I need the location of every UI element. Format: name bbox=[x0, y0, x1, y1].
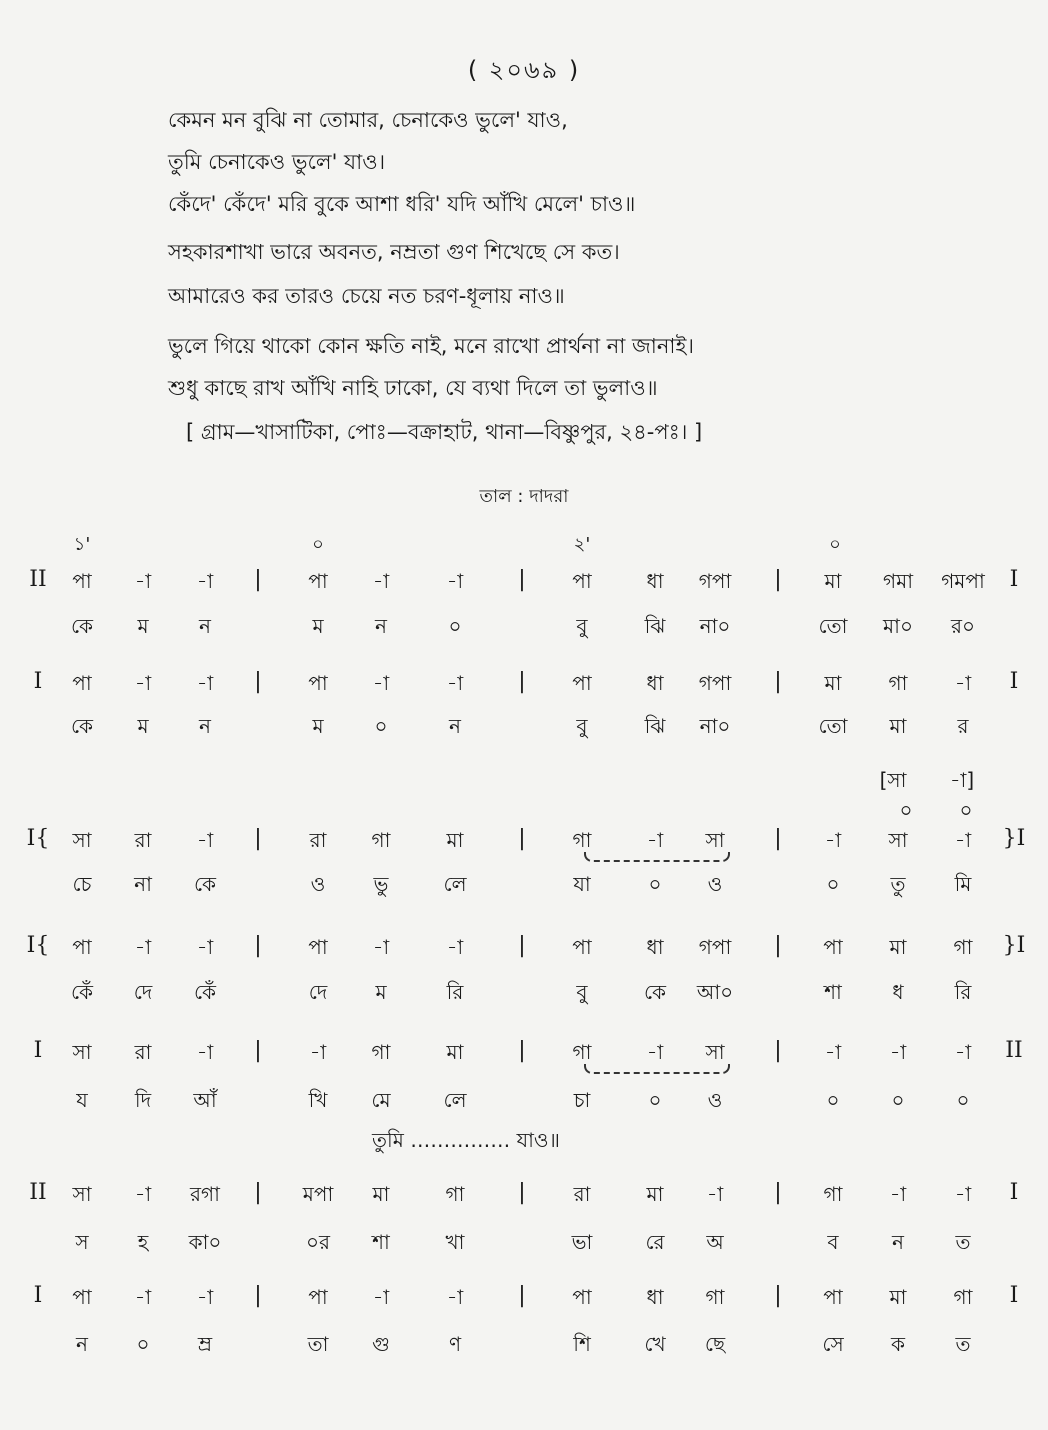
row-3-note-1: সা bbox=[72, 828, 92, 852]
row-6-end-bar: I bbox=[1009, 1180, 1019, 1205]
row-2-note-10: মা bbox=[824, 671, 842, 695]
row-6-note-9: -া bbox=[706, 1182, 724, 1206]
row-2-syllable-3: ন bbox=[199, 714, 211, 738]
row-4-note-1: পা bbox=[72, 935, 92, 959]
row-5-note-11: -া bbox=[889, 1040, 907, 1064]
row-7-note-8: ধা bbox=[646, 1285, 664, 1309]
row-2-divider-1: | bbox=[254, 669, 262, 694]
connector-line bbox=[372, 1126, 560, 1159]
row-4-syllable-7: বু bbox=[576, 980, 588, 1004]
row-4-note-6: -া bbox=[446, 935, 464, 959]
row-1-divider-2: | bbox=[518, 567, 526, 592]
row-1-note-5: -া bbox=[372, 569, 390, 593]
row-7-note-7: পা bbox=[572, 1285, 592, 1309]
lyric-line-1: কেমন মন বুঝি না তোমার, চেনাকেও ভুলে' যাও, bbox=[168, 108, 568, 132]
row-4-syllable-4: দে bbox=[308, 980, 328, 1004]
row-5-syllable-5: মে bbox=[371, 1088, 391, 1112]
row-3-syllable-12: মি bbox=[954, 872, 972, 896]
row-2-syllable-2: ম bbox=[137, 714, 149, 738]
row-3-divider-1: | bbox=[254, 826, 262, 851]
row-5-syllable-8: ০ bbox=[648, 1088, 662, 1112]
row-3-note-9: সা bbox=[705, 828, 725, 852]
row-2-note-12: -া bbox=[954, 671, 972, 695]
row-6-note-10: গা bbox=[823, 1182, 843, 1206]
row-4-note-8: ধা bbox=[646, 935, 664, 959]
row-7-note-1: পা bbox=[72, 1285, 92, 1309]
row-4-note-12: গা bbox=[953, 935, 973, 959]
beat-mark-1: ১' bbox=[73, 534, 91, 555]
row-2-note-2: -া bbox=[134, 671, 152, 695]
row-4-syllable-10: শা bbox=[824, 980, 842, 1004]
row-4-divider-1: | bbox=[254, 933, 262, 958]
row-4-note-11: মা bbox=[889, 935, 907, 959]
row-5-divider-2: | bbox=[518, 1038, 526, 1063]
row-7-note-4: পা bbox=[308, 1285, 328, 1309]
row-6-syllable-6: খা bbox=[445, 1230, 465, 1254]
row-4-note-4: পা bbox=[308, 935, 328, 959]
row-6-syllable-10: ব bbox=[827, 1230, 839, 1254]
row-3-syllable-1: চে bbox=[72, 872, 92, 896]
tal-heading: তাল : দাদরা bbox=[479, 486, 569, 507]
row-5-start-bar: I bbox=[33, 1038, 43, 1063]
row-4-note-10: পা bbox=[823, 935, 843, 959]
row-6-note-5: মা bbox=[372, 1182, 390, 1206]
row-7-note-9: গা bbox=[705, 1285, 725, 1309]
row-7-syllable-5: গু bbox=[372, 1332, 390, 1356]
row-6-syllable-3: কা০ bbox=[188, 1230, 222, 1254]
row-6-syllable-2: হ bbox=[137, 1230, 149, 1254]
row-6-divider-1: | bbox=[254, 1180, 262, 1205]
row-3-syllable-11: তু bbox=[890, 872, 906, 896]
row-5-syllable-7: চা bbox=[573, 1088, 591, 1112]
row-6-syllable-4: ০র bbox=[305, 1230, 331, 1254]
lyric-line-6: ভুলে গিয়ে থাকো কোন ক্ষতি নাই, মনে রাখো প্রার্থনা না জানাই। bbox=[168, 334, 694, 358]
beat-mark-2: ০ bbox=[312, 534, 324, 555]
row-2-syllable-11: মা bbox=[889, 714, 907, 738]
lyric-line-7: শুধু কাছে রাখ আঁখি নাহি ঢাকো, যে ব্যথা দিলে তা ভুলাও॥ bbox=[168, 376, 658, 400]
lyric-line-4: সহকারশাখা ভারে অবনত, নম্রতা গুণ শিখেছে সে কত। bbox=[168, 240, 620, 264]
page-number: ( ২০৬৯ ) bbox=[467, 56, 581, 84]
row-6-syllable-11: ন bbox=[892, 1230, 904, 1254]
row-2-start-bar: I bbox=[33, 669, 43, 694]
row-3-divider-2: | bbox=[518, 826, 526, 851]
row-2-divider-3: | bbox=[774, 669, 782, 694]
address-line bbox=[186, 416, 702, 451]
row-5-note-9: সা bbox=[705, 1040, 725, 1064]
row-4-note-7: পা bbox=[572, 935, 592, 959]
row-3-end-bar: }I bbox=[1002, 826, 1026, 851]
row-2-syllable-1: কে bbox=[70, 714, 94, 738]
row-6-note-8: মা bbox=[646, 1182, 664, 1206]
row-1-syllable-1: কে bbox=[70, 614, 94, 638]
row-7-syllable-1: ন bbox=[76, 1332, 88, 1356]
row-6-syllable-5: শা bbox=[372, 1230, 390, 1254]
row-7-syllable-6: ণ bbox=[448, 1332, 462, 1356]
row-1-note-9: গপা bbox=[698, 569, 732, 593]
row-7-divider-2: | bbox=[518, 1283, 526, 1308]
row-6-start-bar: II bbox=[29, 1180, 47, 1205]
row-4-syllable-11: ধ bbox=[892, 980, 904, 1004]
row-7-end-bar: I bbox=[1009, 1283, 1019, 1308]
row-4-start-bar: I{ bbox=[26, 933, 50, 958]
row-3-syllable-6: লে bbox=[443, 872, 467, 896]
lyric-line-3: কেঁদে' কেঁদে' মরি বুকে আশা ধরি' যদি আঁখি মেলে' চাও॥ bbox=[168, 192, 636, 216]
row-2-end-bar: I bbox=[1009, 669, 1019, 694]
connector-word-2: যাও॥ bbox=[516, 1128, 560, 1152]
lyric-line-2: তুমি চেনাকেও ভুলে' যাও। bbox=[168, 150, 386, 174]
row-1-syllable-4: ম bbox=[312, 614, 324, 638]
row-7-note-2: -া bbox=[134, 1285, 152, 1309]
row-3-note-6: মা bbox=[446, 828, 464, 852]
row-7-syllable-8: খে bbox=[644, 1332, 666, 1356]
row-6-note-7: রা bbox=[573, 1182, 591, 1206]
row-2-syllable-9: না০ bbox=[699, 714, 731, 738]
row-1-note-12: গমপা bbox=[941, 569, 985, 593]
row-2-divider-2: | bbox=[518, 669, 526, 694]
row-4-note-2: -া bbox=[134, 935, 152, 959]
row-1-syllable-9: না০ bbox=[699, 614, 731, 638]
row-3-note-3: -া bbox=[196, 828, 214, 852]
row-1-syllable-10: তো bbox=[818, 614, 848, 638]
row-7-note-6: -া bbox=[446, 1285, 464, 1309]
row-1-note-8: ধা bbox=[646, 569, 664, 593]
row-5-end-bar: II bbox=[1005, 1038, 1023, 1063]
row-7-divider-1: | bbox=[254, 1283, 262, 1308]
row-7-note-10: পা bbox=[823, 1285, 843, 1309]
row-6-note-4: মপা bbox=[302, 1182, 334, 1206]
row-6-syllable-8: রে bbox=[645, 1230, 665, 1254]
row-6-syllable-12: ত bbox=[955, 1230, 971, 1254]
row-3-syllable-4: ও bbox=[310, 872, 326, 896]
row-5-note-1: সা bbox=[72, 1040, 92, 1064]
row-1-note-1: পা bbox=[72, 569, 92, 593]
row-6-syllable-1: স bbox=[75, 1230, 89, 1254]
row-7-note-12: গা bbox=[953, 1285, 973, 1309]
row-5-note-10: -া bbox=[824, 1040, 842, 1064]
row-3-note-5: গা bbox=[371, 828, 391, 852]
row-1-syllable-5: ন bbox=[375, 614, 387, 638]
row-1-syllable-11: মা০ bbox=[883, 614, 913, 638]
row-6-syllable-7: ভা bbox=[571, 1230, 593, 1254]
lyric-line-5: আমারেও কর তারও চেয়ে নত চরণ-ধূলায় নাও॥ bbox=[168, 284, 565, 308]
row-4-divider-2: | bbox=[518, 933, 526, 958]
row-1-end-bar: I bbox=[1009, 567, 1019, 592]
row-5-syllable-1: য bbox=[76, 1088, 88, 1112]
row-1-divider-1: | bbox=[254, 567, 262, 592]
row-7-syllable-2: ০ bbox=[136, 1332, 150, 1356]
row-3-syllable-3: কে bbox=[193, 872, 217, 896]
row-6-note-11: -া bbox=[889, 1182, 907, 1206]
row-5-divider-3: | bbox=[774, 1038, 782, 1063]
row-1-note-6: -া bbox=[446, 569, 464, 593]
row-7-note-5: -া bbox=[372, 1285, 390, 1309]
row-1-note-7: পা bbox=[572, 569, 592, 593]
row-6-note-6: গা bbox=[445, 1182, 465, 1206]
row-3-syllable-8: ০ bbox=[648, 872, 662, 896]
row-5-note-6: মা bbox=[446, 1040, 464, 1064]
row-1-note-10: মা bbox=[824, 569, 842, 593]
row-3-syllable-2: না bbox=[134, 872, 152, 896]
row-4-syllable-2: দে bbox=[133, 980, 153, 1004]
row-2-note-9: গপা bbox=[698, 671, 732, 695]
row-6-divider-3: | bbox=[774, 1180, 782, 1205]
row-4-syllable-8: কে bbox=[643, 980, 667, 1004]
row-3-note-12: -া bbox=[954, 828, 972, 852]
row-7-syllable-12: ত bbox=[955, 1332, 971, 1356]
row-7-start-bar: I bbox=[33, 1283, 43, 1308]
row-2-note-8: ধা bbox=[646, 671, 664, 695]
row-4-syllable-1: কেঁ bbox=[70, 980, 94, 1004]
row-3-note-10: -া bbox=[824, 828, 842, 852]
row-4-syllable-9: আ০ bbox=[696, 980, 734, 1004]
address-bracket-open: [ bbox=[186, 420, 195, 444]
row-2-note-1: পা bbox=[72, 671, 92, 695]
variant-lyric-1: ০ bbox=[899, 798, 913, 822]
row-1-note-3: -া bbox=[196, 569, 214, 593]
row-6-syllable-9: অ bbox=[706, 1230, 724, 1254]
row-6-note-2: -া bbox=[134, 1182, 152, 1206]
row-7-syllable-3: ম্র bbox=[197, 1332, 213, 1356]
row-2-syllable-8: ঝি bbox=[644, 714, 666, 738]
row-3-start-bar: I{ bbox=[26, 826, 50, 851]
beat-mark-4: ০ bbox=[829, 534, 841, 555]
row-3-syllable-9: ও bbox=[707, 872, 723, 896]
row-7-syllable-9: ছে bbox=[704, 1332, 726, 1356]
row-4-divider-3: | bbox=[774, 933, 782, 958]
connector-word-1: তুমি bbox=[372, 1128, 404, 1152]
row-4-end-bar: }I bbox=[1002, 933, 1026, 958]
row-1-syllable-7: বু bbox=[576, 614, 588, 638]
row-7-syllable-11: ক bbox=[891, 1332, 905, 1356]
address-text: গ্রাম—খাসাটিকা, পোঃ—বক্রাহাট, থানা—বিষ্ণুপুর, ২৪-পঃ। bbox=[200, 420, 688, 444]
row-5-divider-1: | bbox=[254, 1038, 262, 1063]
row-3-syllable-7: যা bbox=[573, 872, 591, 896]
row-7-note-11: মা bbox=[889, 1285, 907, 1309]
row-5-syllable-4: খি bbox=[308, 1088, 328, 1112]
row-2-syllable-10: তো bbox=[818, 714, 848, 738]
row-4-note-3: -া bbox=[196, 935, 214, 959]
row-3-note-8: -া bbox=[646, 828, 664, 852]
row-2-syllable-5: ০ bbox=[374, 714, 388, 738]
row-5-syllable-9: ও bbox=[707, 1088, 723, 1112]
row-4-note-5: -া bbox=[372, 935, 390, 959]
row-5-note-7: গা bbox=[572, 1040, 592, 1064]
row-1-syllable-2: ম bbox=[137, 614, 149, 638]
row-2-note-5: -া bbox=[372, 671, 390, 695]
row-4-syllable-3: কেঁ bbox=[193, 980, 217, 1004]
row-5-note-12: -া bbox=[954, 1040, 972, 1064]
row-5-note-2: রা bbox=[134, 1040, 152, 1064]
row-2-syllable-6: ন bbox=[449, 714, 461, 738]
row-7-note-3: -া bbox=[196, 1285, 214, 1309]
row-5-syllable-6: লে bbox=[443, 1088, 467, 1112]
row-4-note-9: গপা bbox=[698, 935, 732, 959]
row-1-note-4: পা bbox=[308, 569, 328, 593]
row-2-syllable-7: বু bbox=[576, 714, 588, 738]
row-5-syllable-10: ০ bbox=[826, 1088, 840, 1112]
row-2-note-3: -া bbox=[196, 671, 214, 695]
beat-mark-3: ২' bbox=[573, 534, 591, 555]
row-1-syllable-6: ০ bbox=[448, 614, 462, 638]
row-3-syllable-10: ০ bbox=[826, 872, 840, 896]
row-5-syllable-12: ০ bbox=[956, 1088, 970, 1112]
address-bracket-close: ] bbox=[694, 420, 703, 444]
row-2-note-7: পা bbox=[572, 671, 592, 695]
row-5-note-4: -া bbox=[309, 1040, 327, 1064]
variant-note-sa: [সা bbox=[879, 768, 907, 792]
row-7-syllable-4: তা bbox=[307, 1332, 329, 1356]
row-2-note-4: পা bbox=[308, 671, 328, 695]
row-6-note-1: সা bbox=[72, 1182, 92, 1206]
row-1-divider-3: | bbox=[774, 567, 782, 592]
row-3-note-2: রা bbox=[134, 828, 152, 852]
row-5-syllable-2: দি bbox=[134, 1088, 152, 1112]
row-1-syllable-3: ন bbox=[199, 614, 211, 638]
row-3-note-7: গা bbox=[572, 828, 592, 852]
row-5-syllable-11: ০ bbox=[891, 1088, 905, 1112]
variant-lyric-2: ০ bbox=[959, 798, 973, 822]
row-1-syllable-12: র০ bbox=[950, 614, 976, 638]
row-2-syllable-12: র bbox=[957, 714, 969, 738]
row-1-note-2: -া bbox=[134, 569, 152, 593]
row-6-divider-2: | bbox=[518, 1180, 526, 1205]
row-2-note-6: -া bbox=[446, 671, 464, 695]
row-3-note-4: রা bbox=[309, 828, 327, 852]
row-3-syllable-5: ভু bbox=[373, 872, 389, 896]
row-1-start-bar: II bbox=[29, 567, 47, 592]
row-5-syllable-3: আঁ bbox=[193, 1088, 217, 1112]
variant-note-rest: -া] bbox=[949, 768, 975, 792]
row-7-syllable-7: শি bbox=[573, 1332, 591, 1356]
row-4-syllable-5: ম bbox=[375, 980, 387, 1004]
row-7-syllable-10: সে bbox=[822, 1332, 844, 1356]
row-5-note-8: -া bbox=[646, 1040, 664, 1064]
connector-dots: …………… bbox=[410, 1128, 511, 1152]
row-5-note-5: গা bbox=[371, 1040, 391, 1064]
row-4-syllable-12: রি bbox=[954, 980, 972, 1004]
row-6-note-3: রগা bbox=[190, 1182, 220, 1206]
row-2-note-11: গা bbox=[888, 671, 908, 695]
row-4-syllable-6: রি bbox=[446, 980, 464, 1004]
row-7-divider-3: | bbox=[774, 1283, 782, 1308]
row-1-syllable-8: ঝি bbox=[644, 614, 666, 638]
row-3-note-11: সা bbox=[888, 828, 908, 852]
row-3-divider-3: | bbox=[774, 826, 782, 851]
row-2-syllable-4: ম bbox=[312, 714, 324, 738]
row-5-note-3: -া bbox=[196, 1040, 214, 1064]
row-6-note-12: -া bbox=[954, 1182, 972, 1206]
row-1-note-11: গমা bbox=[882, 569, 914, 593]
